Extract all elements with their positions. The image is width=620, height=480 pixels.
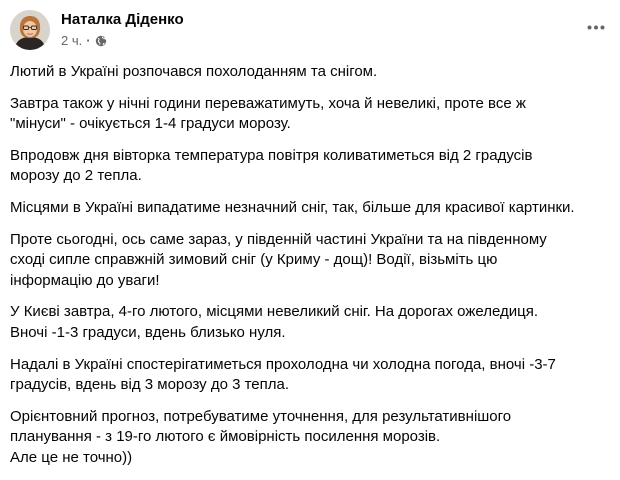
post-line: Лютий в Україні розпочався похолоданням та снігом. [10, 63, 378, 80]
post-timestamp[interactable]: 2 ч. [61, 33, 83, 48]
post-line: У Києві завтра, 4-го лютого, місцями невеликий сніг. На дорогах ожеледиця. [10, 303, 539, 321]
post-paragraph [10, 355, 610, 396]
post-text [10, 62, 610, 480]
author-name[interactable]: Наталка Діденко [61, 11, 184, 28]
post-line: "мінуси" - очікується 1-4 градуси морозу. [10, 115, 291, 133]
post-line: сході сипле справжній зимовий сніг (у Криму - дощ)! Водії, візьміть цю [10, 251, 498, 269]
post-line: планування - з 19-го лютого є ймовірність посилення морозів. [10, 428, 441, 446]
post-paragraph [10, 94, 610, 135]
post-paragraph [10, 146, 610, 187]
post-line: Проте сьогодні, ось саме зараз, у південній частині України та на південному [10, 230, 547, 248]
post-line: Орієнтовний прогноз, потребуватиме уточнення, для результативнішого [10, 407, 512, 425]
ellipsis-icon [587, 17, 605, 35]
globe-icon [95, 35, 107, 47]
post-line: морозу до 2 тепла. [10, 167, 142, 185]
post-line: Надалі в Україні спостерігатиметься прохолодна чи холодна погода, вночі -3-7 [10, 355, 556, 373]
post-paragraph [10, 230, 610, 292]
post-meta [61, 33, 107, 48]
more-options-button[interactable] [583, 16, 609, 36]
post-paragraph [10, 302, 610, 343]
author-avatar[interactable] [10, 10, 50, 50]
post-paragraph [10, 198, 610, 219]
post-header [0, 0, 620, 60]
post-line: Місцями в Україні випадатиме незначний сніг, так, більше для красивої картинки. [10, 198, 575, 216]
post-line: Завтра також у нічні години переважатимуть, хоча й невеликі, проте все ж [10, 94, 526, 112]
post-paragraph [10, 62, 610, 83]
post-line: Вночі -1-3 градуси, вдень близько нуля. [10, 323, 286, 341]
post-line: інформацію до уваги! [10, 271, 160, 289]
avatar-image [10, 10, 50, 50]
post-paragraph [10, 407, 610, 469]
post-line: Впродовж дня вівторка температура повітря коливатиметься від 2 градусів [10, 146, 533, 164]
meta-separator: · [86, 33, 91, 48]
post-line: градусів, вдень від 3 морозу до 3 тепла. [10, 376, 290, 394]
post-line: Але це не точно)) [10, 448, 133, 466]
